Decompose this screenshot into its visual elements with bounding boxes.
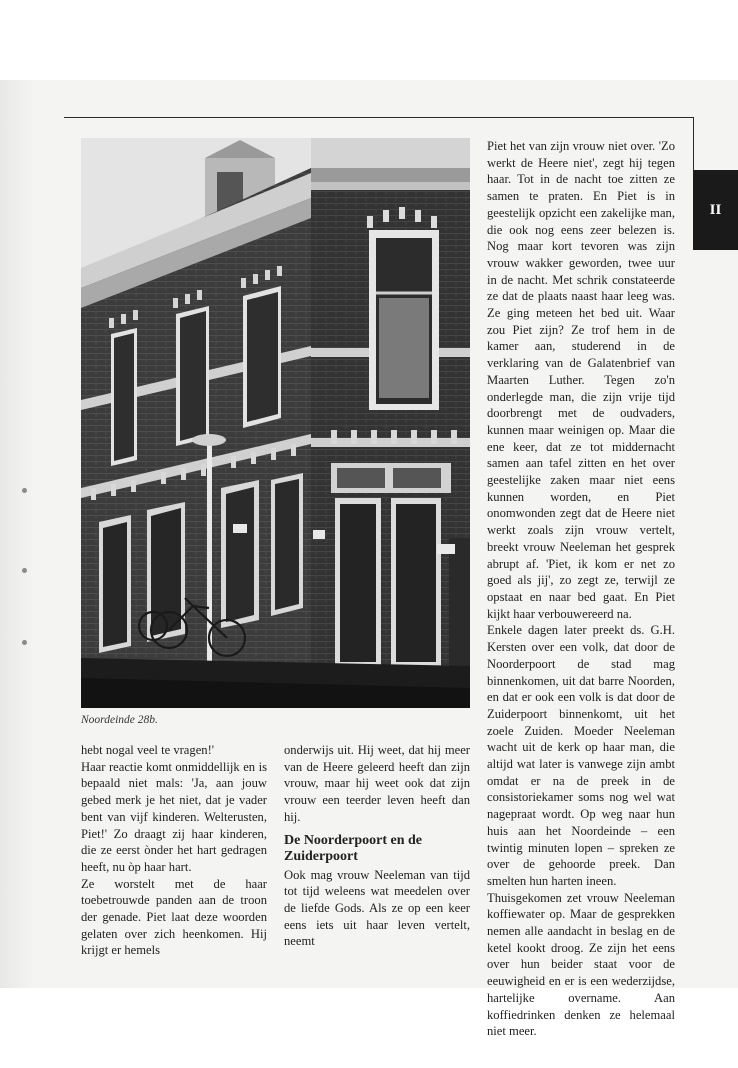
- paragraph: onderwijs uit. Hij weet, dat hij meer van de Heere geleerd heeft dan zijn vrouw, maar hij weet ook dat zijn vrouw een teerder leven heeft dan hij.: [284, 743, 470, 824]
- paragraph: Piet het van zijn vrouw niet over. 'Zo werkt de Heere niet', zegt hij tegen haar. Tot in de nacht toe zitten ze samen te praten. En Piet is in geestelijk opzicht een zakelijke man, die ook nog eens zeer belezen is. Nog maar kort tevoren was zijn vrouw wakker geworden, twee uur in de nacht. Met schrik constateerde ze dat de plaats naast haar leeg was. Ze ging meteen het bed uit. Waar zou Piet zijn? Ze trof hem in de kamer aan, studerend in de verklaring van de Galatenbrief van Maarten Luther. Tegen zo'n onderlegde man, die zijn vrije tijd doorbrengt met de oudvaders, kunnen maar weinigen op. Maar die ene keer, dat ze tot middernacht samen aan tafel zitten en het over geestelijke zaken maar niet eens kunnen worden, en Piet onomwonden zegt dat de Heere niet werkt zoals zijn vrouw vertelt, breekt vrouw Neeleman het gesprek abrupt af. 'Piet, ik kom er net zo goed als jij', zo zegt ze, terwijl ze opstaat en naar bed gaat. En Piet kijkt haar verbouwereerd na.: [487, 139, 675, 621]
- house-facade-photo: [81, 138, 470, 708]
- paragraph: Haar reactie komt onmiddellijk en is bepaald niet mals: 'Ja, aan jouw gebed merk je het niet, dat je vader bent van vijf kinderen. Welterusten, Piet!' Zo draagt zij haar kinderen, die ze eerst ònder het hart gedragen heeft, nu òp haar hart.: [81, 759, 267, 874]
- page-spine-shadow: [0, 80, 34, 988]
- section-heading: De Noorderpoort en de Zuiderpoort: [284, 832, 423, 864]
- margin-hole-mark: [22, 640, 27, 645]
- paragraph: hebt nogal veel te vragen!': [81, 743, 215, 757]
- header-rule: [64, 117, 694, 118]
- paragraph: Ze worstelt met de haar toebetrouwde panden aan de troon der genade. Piet laat deze woorden gelaten over zich heenkomen. Hij krijgt er hemels: [81, 876, 267, 958]
- text-column-2: [284, 742, 470, 950]
- house-facade-illustration: [81, 138, 470, 708]
- paragraph: Thuisgekomen zet vrouw Neeleman koffiewater op. Maar de gesprekken nemen alle aandacht in beslag en de ketel kookt droog. Ze zijn het eens over hun beider staat voor de eeuwigheid en er is een wederzijdse, hartelijke overname. Aan koffiedrinken denken ze helemaal niet meer.: [487, 890, 675, 1039]
- chapter-number: II: [709, 201, 722, 218]
- text-column-1: [81, 742, 267, 959]
- photo-caption: Noordeinde 28b.: [81, 714, 158, 726]
- text-column-3: [487, 138, 675, 1040]
- margin-hole-mark: [22, 568, 27, 573]
- paragraph: Enkele dagen later preekt ds. G.H. Kersten over een volk, dat door de Noorderpoort de stad mag binnenkomen, uit dat barre Noorden, en dat er ook een volk is dat door de Zuiderpoort binnenkomt, uit het zoele Zuiden. Moeder Neeleman wacht uit de kerk op haar man, die altijd wat later is vanwege zijn ambt omdat er na de preek in de consistoriekamer soms nog wel wat nagepraat wordt. Op weg naar hun huis aan het Noordeinde – een twintig minuten lopen – spreken ze over de gehoorde preek. Dan smelten hun harten ineen.: [487, 623, 675, 888]
- chapter-tab: [693, 170, 738, 250]
- margin-hole-mark: [22, 488, 27, 493]
- paragraph: Ook mag vrouw Neeleman van tijd tot tijd weleens wat meedelen over de liefde Gods. Als ze op een keer eens iets uit haar leven vertelt, neemt: [284, 867, 470, 949]
